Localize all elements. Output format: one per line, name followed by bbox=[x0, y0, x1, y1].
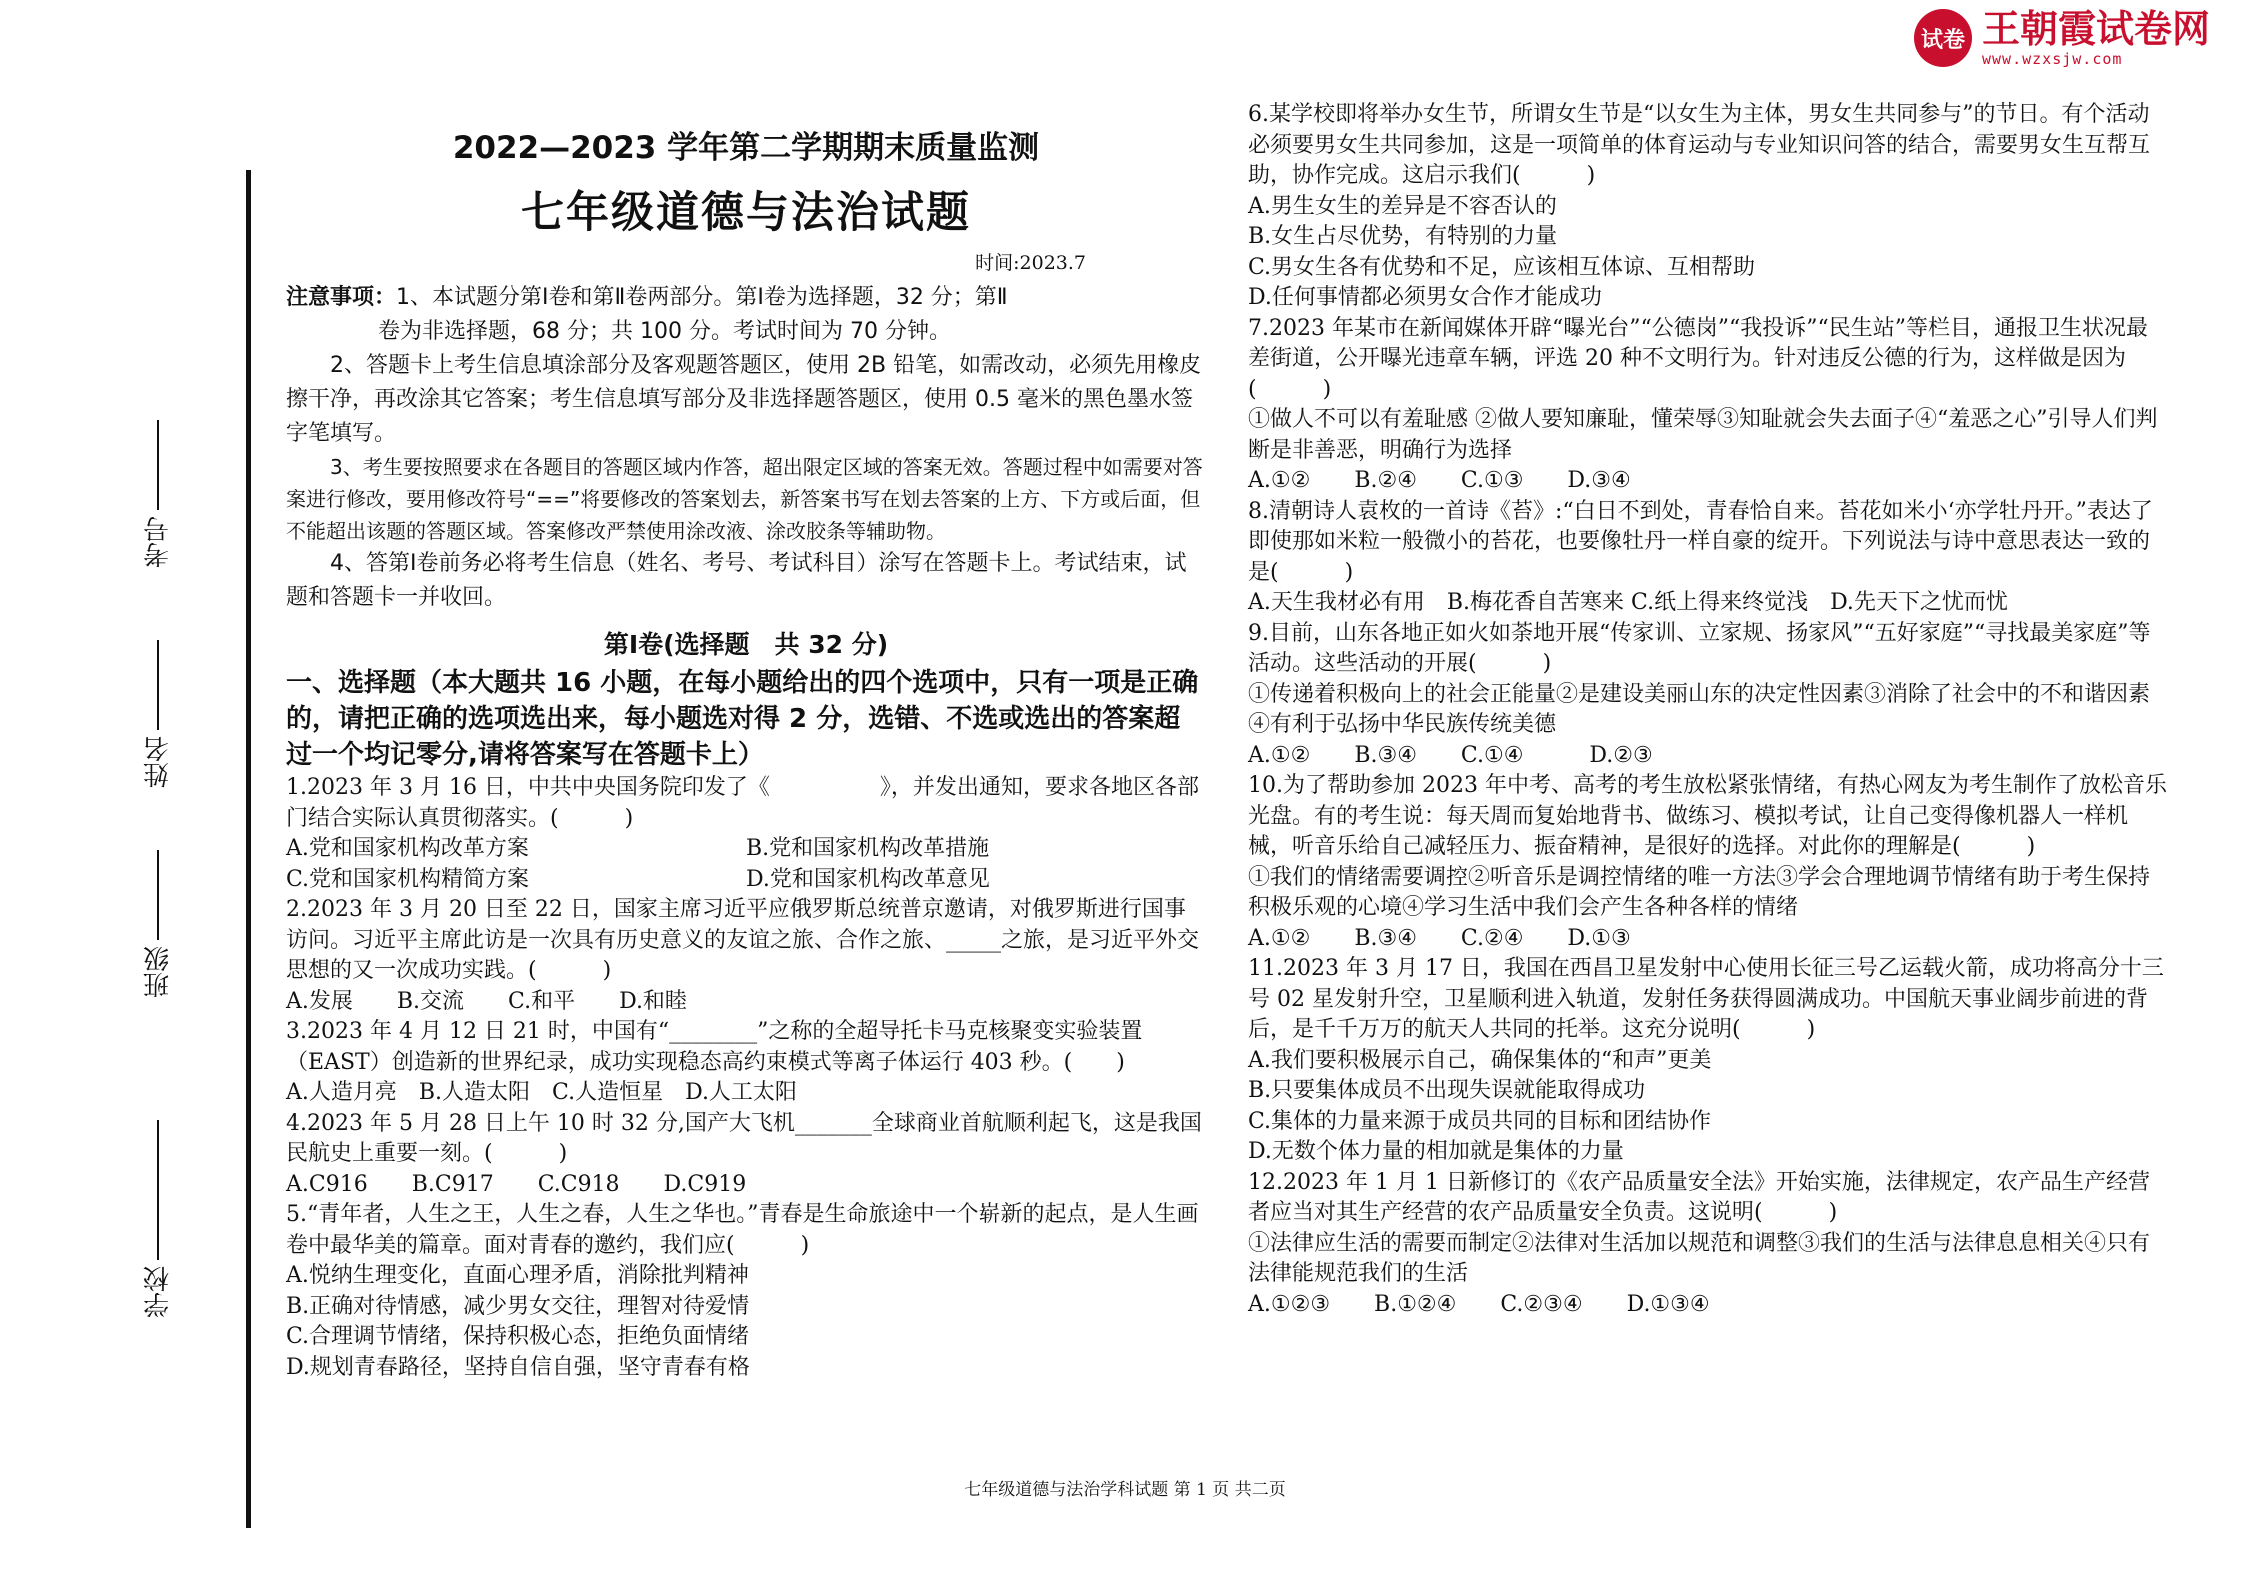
exam-number-label: 考号 bbox=[143, 516, 174, 568]
question-9-items: ①传递着积极向上的社会正能量②是建设美丽山东的决定性因素③消除了社会中的不和谐因素④有利于弘扬中华民族传统美德 bbox=[1248, 681, 2151, 737]
option: D.规划青春路径，坚持自信自强，坚守青春有格 bbox=[286, 1354, 750, 1380]
section-title: 第Ⅰ卷(选择题 共 32 分) bbox=[603, 630, 889, 659]
option: C.党和国家机构精简方案 bbox=[286, 866, 530, 892]
notice-item-2: 2、答题卡上考生信息填涂部分及客观题答题区，使用 2B 铅笔，如需改动，必须先用橡皮擦干净，再改涂其它答案；考生信息填写部分及非选择题答题区，使用 0.5 毫米的黑色墨水签字笔填写。 bbox=[286, 353, 1202, 446]
option: A.我们要积极展示自己，确保集体的“和声”更美 bbox=[1248, 1047, 1712, 1073]
question-2: 2.2023 年 3 月 20 日至 22 日，国家主席习近平应俄罗斯总统普京邀请，对俄罗斯进行国事访问。习近平主席此访是一次具有历史意义的友谊之旅、合作之旅、_____之旅，是习近平外交思想的又一次成功实践。( ) bbox=[286, 897, 1200, 983]
exam-number-field bbox=[128, 420, 188, 568]
class-field bbox=[128, 850, 188, 998]
question-11: 11.2023 年 3 月 17 日，我国在西昌卫星发射中心使用长征三号乙运载火箭，成功将高分十三号 02 星发射升空，卫星顺利进入轨道，发射任务获得圆满成功。中国航天事业阔步前进的背后，是千千万万的航天人共同的托举。这充分说明( ) bbox=[1248, 956, 2164, 1042]
question-12-options: A.①②③ B.①②④ C.②③④ D.①③④ bbox=[1248, 1291, 1710, 1317]
question-1: 1.2023 年 3 月 16 日，中共中央国务院印发了《 》，并发出通知，要求各地区各部门结合实际认真贯彻落实。( ) bbox=[286, 775, 1199, 831]
question-12: 12.2023 年 1 月 1 日新修订的《农产品质量安全法》开始实施，法律规定，农产品生产经营者应当对其生产经营的农产品质量安全负责。这说明( ) bbox=[1248, 1169, 2150, 1225]
exam-date: 时间:2023.7 bbox=[975, 252, 1086, 274]
name-field bbox=[128, 640, 188, 788]
question-10-items: ①我们的情绪需要调控②听音乐是调控情绪的唯一方法③学会合理地调节情绪有助于考生保持积极乐观的心境④学习生活中我们会产生各种各样的情绪 bbox=[1248, 864, 2151, 920]
option: B.只要集体成员不出现失误就能取得成功 bbox=[1248, 1078, 1646, 1103]
logo-badge: 试卷 bbox=[1914, 9, 1972, 67]
notice-item-1b: 卷为非选择题，68 分；共 100 分。考试时间为 70 分钟。 bbox=[378, 319, 951, 344]
option: A.党和国家机构改革方案 bbox=[286, 836, 529, 861]
question-10: 10.为了帮助参加 2023 年中考、高考的考生放松紧张情绪，有热心网友为考生制作了放松音乐光盘。有的考生说：每天周而复始地背书、做练习、模拟考试，让自己变得像机器人一样机械，听音乐给自己减轻压力、振奋精神，是很好的选择。对此你的理解是( ) bbox=[1248, 773, 2167, 859]
question-7-options: A.①② B.②④ C.①③ D.③④ bbox=[1248, 468, 1631, 493]
option: C.合理调节情绪，保持积极心态，拒绝负面情绪 bbox=[286, 1324, 750, 1349]
question-9: 9.目前，山东各地正如火如荼地开展“传家训、立家规、扬家风”“五好家庭”“寻找最美家庭”等活动。这些活动的开展( ) bbox=[1248, 620, 2151, 676]
option: B.女生占尽优势，有特别的力量 bbox=[1248, 224, 1558, 249]
option: D.党和国家机构改革意见 bbox=[746, 866, 990, 892]
right-column bbox=[1248, 100, 2168, 1320]
question-8-options: A.天生我材必有用 B.梅花香自苦寒来 C.纸上得来终觉浅 D.先天下之忧而忧 bbox=[1248, 590, 2008, 615]
notice-item-1a: 1、本试题分第Ⅰ卷和第Ⅱ卷两部分。第Ⅰ卷为选择题，32 分；第Ⅱ bbox=[396, 285, 1008, 310]
class-label: 班级 bbox=[143, 946, 174, 998]
school-label: 学校 bbox=[143, 1266, 174, 1318]
option: A.悦纳生理变化，直面心理矛盾，消除批判精神 bbox=[286, 1263, 749, 1288]
binding-line bbox=[246, 170, 251, 1528]
notice-item-3: 3、考生要按照要求在各题目的答题区域内作答，超出限定区域的答案无效。答题过程中如需要对答案进行修改，要用修改符号“==”将要修改的答案划去，新答案书写在划去答案的上方、下方或后面，但不能超出该题的答题区域。答案修改严禁使用涂改液、涂改胶条等辅助物。 bbox=[286, 455, 1203, 543]
section-intro: 一、选择题（本大题共 16 小题，在每小题给出的四个选项中，只有一项是正确的，请把正确的选项选出来，每小题选对得 2 分，选错、不选或选出的答案超过一个均记零分,请将答案写在答题卡上） bbox=[286, 668, 1199, 770]
option: D.任何事情都必须男女合作才能成功 bbox=[1248, 285, 1602, 310]
question-9-options: A.①② B.③④ C.①④ D.②③ bbox=[1248, 742, 1653, 768]
question-10-options: A.①② B.③④ C.②④ D.①③ bbox=[1248, 925, 1631, 951]
notice-label: 注意事项： bbox=[286, 285, 397, 310]
question-1-options-cd bbox=[286, 865, 1206, 896]
logo-url: www.wzxsjw.com bbox=[1981, 50, 2123, 68]
notice-item-4: 4、答第Ⅰ卷前务必将考生信息（姓名、考号、考试科目）涂写在答题卡上。考试结束，试题和答题卡一并收回。 bbox=[286, 551, 1187, 610]
question-4-options: A.C916 B.C917 C.C918 D.C919 bbox=[286, 1171, 747, 1197]
page-footer: 七年级道德与法治学科试题 第 1 页 共二页 bbox=[964, 1480, 1286, 1500]
question-12-items: ①法律应生活的需要而制定②法律对生活加以规范和调整③我们的生活与法律息息相关④只有法律能规范我们的生活 bbox=[1248, 1230, 2151, 1286]
left-column bbox=[286, 112, 1206, 1383]
question-8: 8.清朝诗人袁枚的一首诗《苔》:“白日不到处，青春恰自来。苔花如米小‘亦学牡丹开。”表达了即使那如米粒一般微小的苔花，也要像牡丹一样自豪的绽开。下列说法与诗中意思表达一致的是( ) bbox=[1248, 498, 2153, 585]
question-4: 4.2023 年 5 月 28 日上午 10 时 32 分,国产大飞机_______全球商业首航顺利起飞，这是我国民航史上重要一刻。( ) bbox=[286, 1110, 1202, 1166]
question-6: 6.某学校即将举办女生节，所谓女生节是“以女生为主体，男女生共同参与”的节日。有个活动必须要男女生共同参加，这是一项简单的体育运动与专业知识问答的结合，需要男女生互帮互助，协作完成。这启示我们( ) bbox=[1248, 102, 2151, 188]
option: B.党和国家机构改革措施 bbox=[746, 836, 990, 861]
option: C.男女生各有优势和不足，应该相互体谅、互相帮助 bbox=[1248, 254, 1756, 280]
question-5: 5.“青年者，人生之王，人生之春，人生之华也。”青春是生命旅途中一个崭新的起点，是人生画卷中最华美的篇章。面对青春的邀约，我们应( ) bbox=[286, 1202, 1199, 1258]
logo-name: 王朝霞试卷网 bbox=[1981, 7, 2210, 51]
question-3-options: A.人造月亮 B.人造太阳 C.人造恒星 D.人工太阳 bbox=[286, 1080, 797, 1105]
option: A.男生女生的差异是不容否认的 bbox=[1248, 193, 1557, 219]
question-2-options: A.发展 B.交流 C.和平 D.和睦 bbox=[286, 988, 687, 1014]
question-3: 3.2023 年 4 月 12 日 21 时，中国有“________”之称的全超导托卡马克核聚变实验装置（EAST）创造新的世界纪录，成功实现稳态高约束模式等离子体运行 403 秒。( ) bbox=[286, 1019, 1143, 1075]
school-field bbox=[128, 1120, 188, 1318]
exam-title: 七年级道德与法治试题 bbox=[521, 188, 971, 238]
question-7-items: ①做人不可以有羞耻感 ②做人要知廉耻，懂荣辱③知耻就会失去面子④“羞恶之心”引导人们判断是非善恶，明确行为选择 bbox=[1248, 407, 2158, 463]
question-7: 7.2023 年某市在新闻媒体开辟“曝光台”“公德岗”“我投诉”“民生站”等栏目，通报卫生状况最差街道，公开曝光违章车辆，评选 20 种不文明行为。针对违反公德的行为，这样做是因为( ) bbox=[1248, 315, 2148, 402]
notice bbox=[286, 281, 1206, 615]
name-label: 姓名 bbox=[143, 736, 174, 788]
option: C.集体的力量来源于成员共同的目标和团结协作 bbox=[1248, 1108, 1712, 1134]
question-1-options-ab bbox=[286, 834, 1206, 865]
site-logo bbox=[1914, 8, 2210, 68]
option: D.无数个体力量的相加就是集体的力量 bbox=[1248, 1139, 1624, 1164]
option: B.正确对待情感，减少男女交往，理智对待爱情 bbox=[286, 1293, 750, 1319]
exam-term: 2022—2023 学年第二学期期末质量监测 bbox=[452, 130, 1040, 166]
